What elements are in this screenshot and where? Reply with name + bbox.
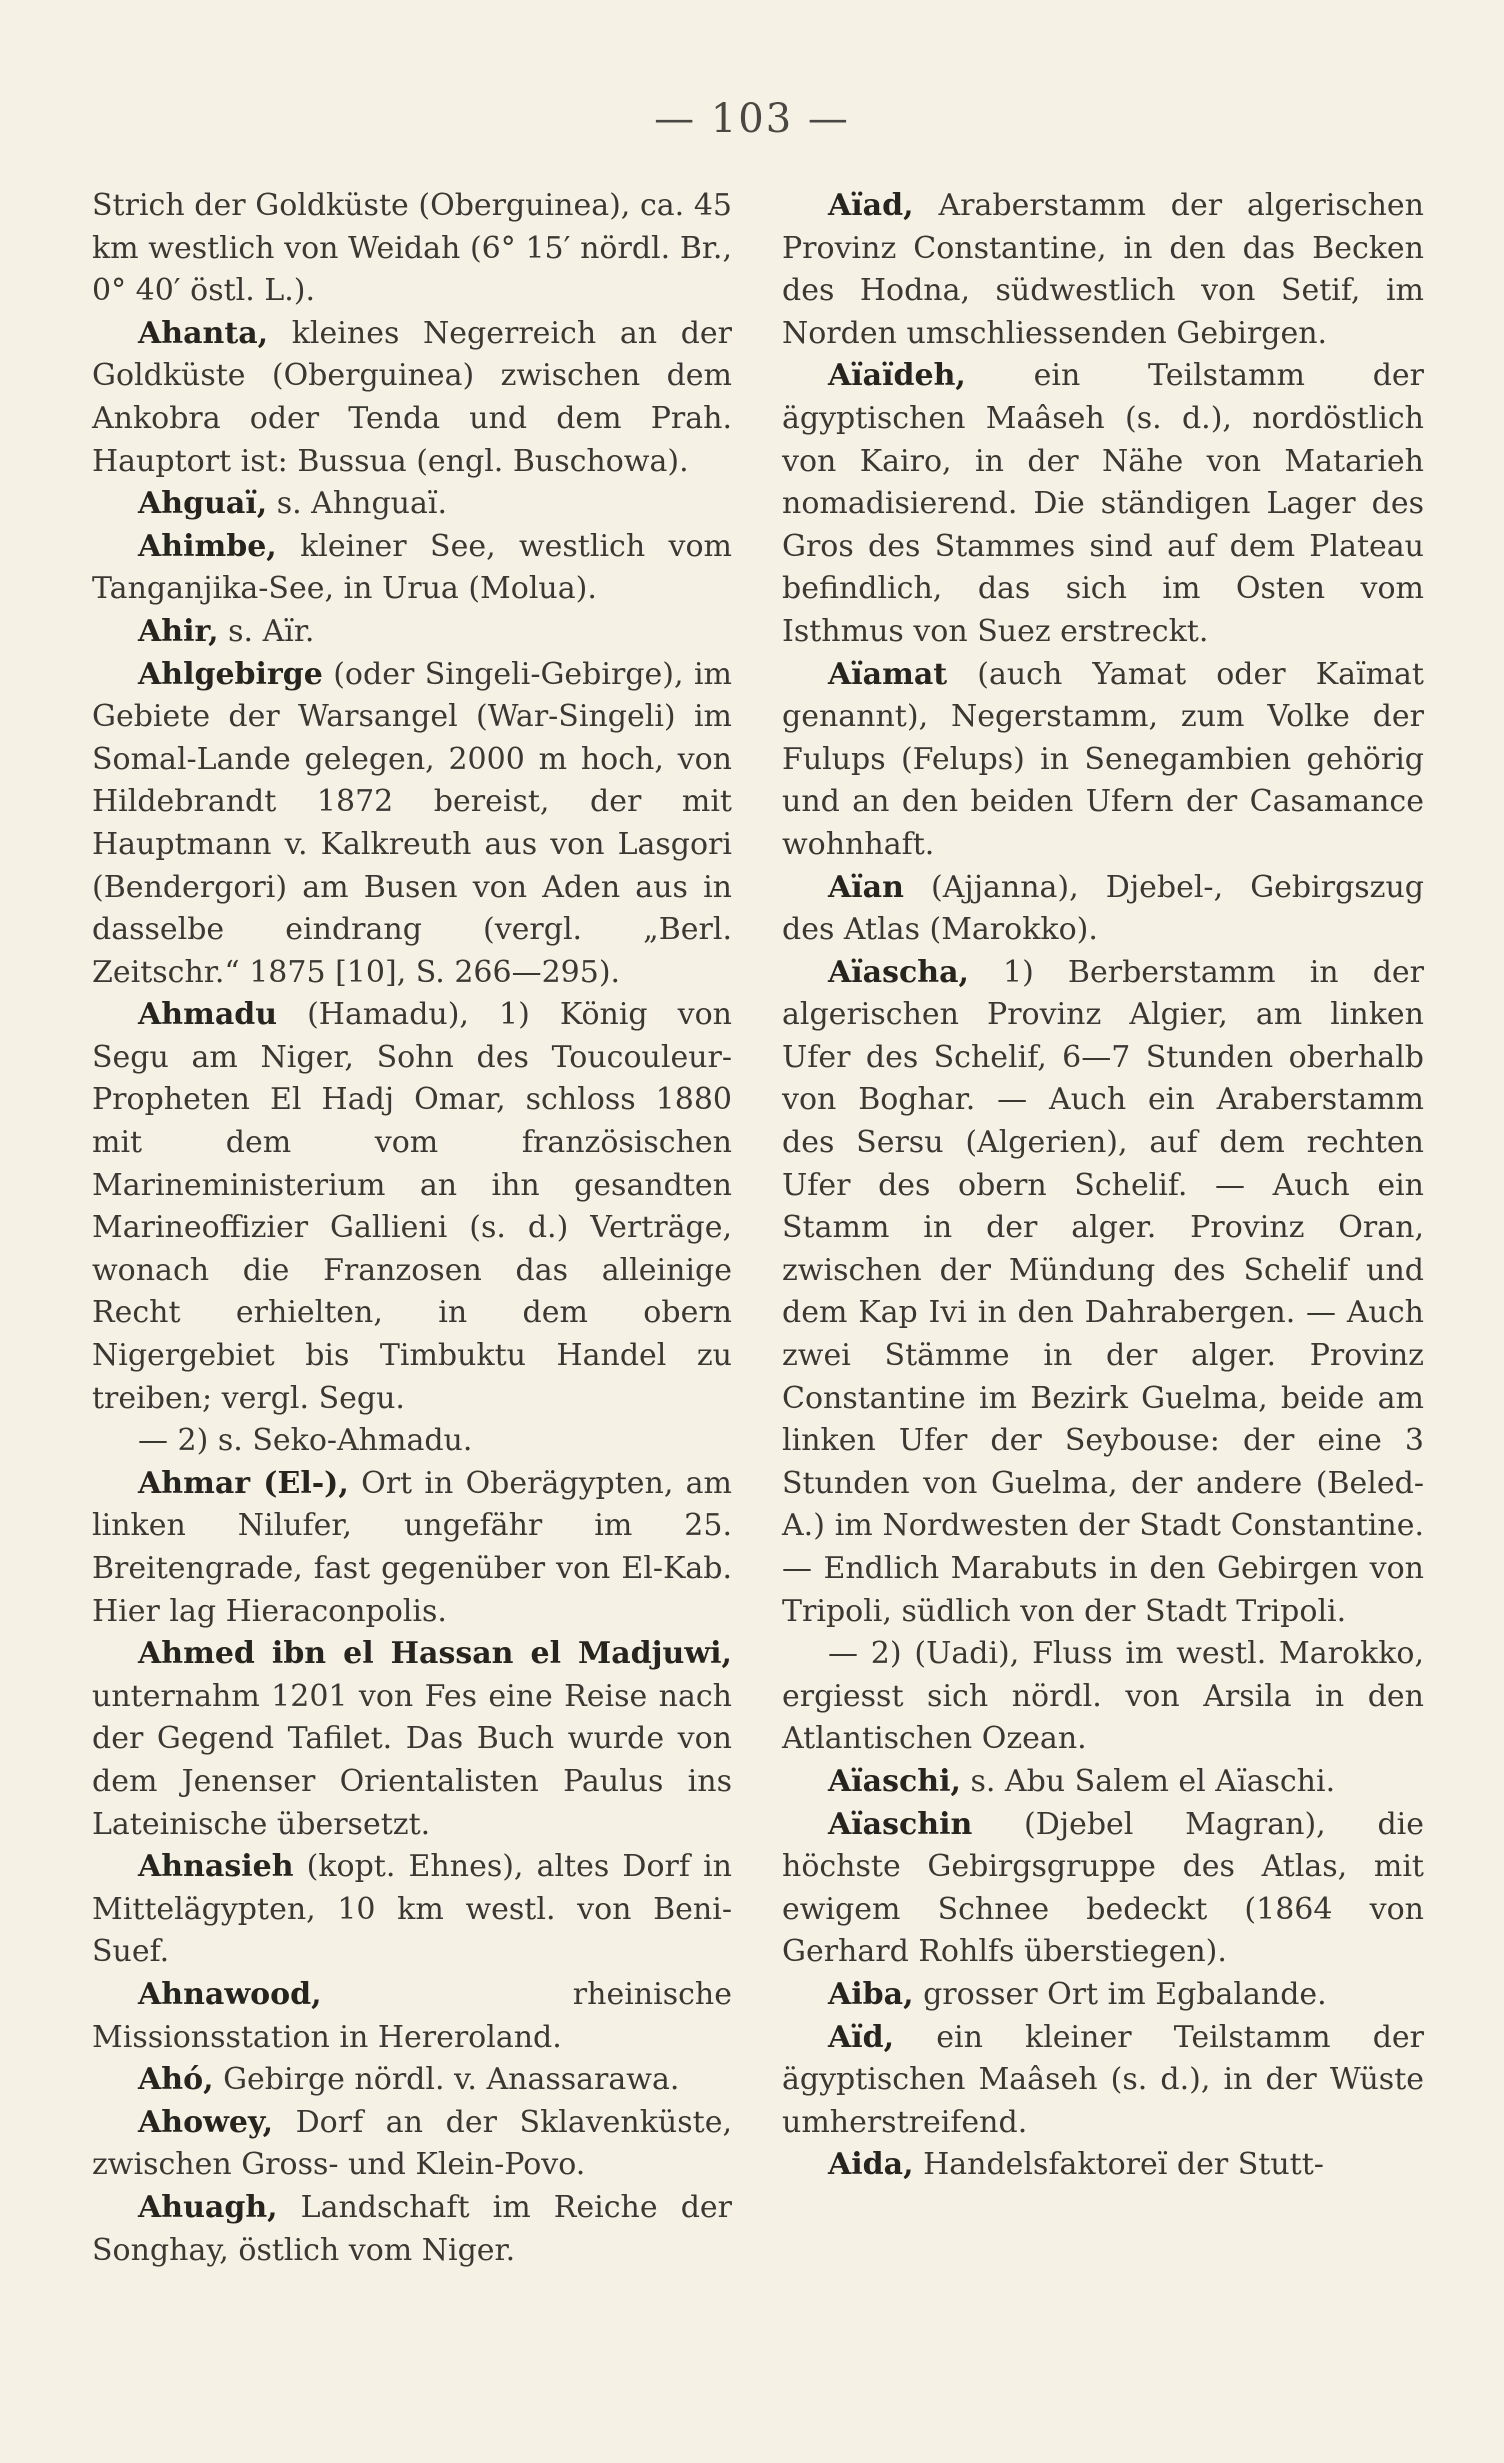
page-number: — 103 — (654, 96, 850, 142)
dictionary-entry (782, 952, 1424, 1634)
entry-text: ein Teilstamm der ägyptischen Maâseh (s. d.), nordöstlich von Kairo, in der Nähe von Matarieh nomadisierend. Die ständigen Lager des Gros des Stammes sind auf dem Plateau befindlich, das sich im Osten vom Isthmus von Suez erstreckt. (782, 358, 1424, 649)
dictionary-entry (92, 611, 732, 654)
entry-text: Gebirge nördl. v. Anassarawa. (213, 2062, 680, 2098)
entry-text: Strich der Goldküste (Oberguinea), ca. 45 km westlich von Weidah (6° 15′ nördl. Br., 0° 40′ östl. L.). (92, 188, 732, 309)
entry-headword: Ahowey, (138, 2104, 274, 2140)
entry-text: (Djebel Magran), die höchste Gebirgsgruppe des Atlas, mit ewigem Schnee bedeckt (1864 von Gerhard Rohlfs überstiegen). (782, 1806, 1424, 1970)
entry-text: ein kleiner Teilstamm der ägyptischen Maâseh (s. d.), in der Wüste umherstreifend. (782, 2019, 1424, 2140)
right-column (782, 185, 1424, 2187)
entry-text: (oder Singeli-Gebirge), im Gebiete der Warsangel (War-Singeli) im Somal-Lande gelegen, 2000 m hoch, von Hildebrandt 1872 bereist, der mit Hauptmann v. Kalkreuth aus von Lasgori (Bendergori) am Busen von Aden aus in dasselbe eindrang (vergl. „Berl. Zeitschr.“ 1875 [10], S. 266—295). (92, 656, 732, 990)
entry-text: kleines Negerreich an der Goldküste (Oberguinea) zwischen dem Ankobra oder Tenda und dem Prah. Hauptort ist: Bussua (engl. Buschowa). (92, 315, 732, 479)
entry-text: (Ajjanna), Djebel-, Gebirgszug des Atlas (Marokko). (782, 869, 1424, 948)
entry-text: unternahm 1201 von Fes eine Reise nach der Gegend Tafilet. Das Buch wurde von dem Jenenser Orientalisten Paulus ins Lateinische übersetzt. (92, 1678, 732, 1842)
entry-text: Handelsfaktoreï der Stutt- (913, 2147, 1324, 2183)
left-column (92, 185, 732, 2272)
entry-headword: Ahlgebirge (138, 656, 323, 692)
entry-text: kleiner See, westlich vom Tanganjika-See, in Urua (Molua). (92, 528, 732, 607)
dictionary-entry (92, 2187, 732, 2272)
dictionary-entry (92, 1633, 732, 1846)
entry-text: s. Abu Salem el Aïaschi. (960, 1763, 1336, 1799)
entry-headword: Ahmed ibn el Hassan el Madjuwi, (138, 1636, 732, 1672)
entry-headword: Ahnasieh (138, 1849, 294, 1885)
dictionary-entry (782, 654, 1424, 867)
dictionary-entry (92, 1846, 732, 1974)
dictionary-entry (92, 2059, 732, 2102)
dictionary-entry (92, 483, 732, 526)
dictionary-entry (782, 1633, 1424, 1761)
entry-headword: Aïaïdeh, (828, 358, 966, 394)
dictionary-entry (782, 1761, 1424, 1804)
entry-text: — 2) s. Seko-Ahmadu. (138, 1423, 473, 1459)
dictionary-entry (92, 313, 732, 483)
dictionary-entry (92, 1420, 732, 1463)
entry-headword: Aïaschin (828, 1806, 973, 1842)
dictionary-entry (782, 1974, 1424, 2017)
entry-headword: Ahimbe, (138, 528, 277, 564)
entry-headword: Aïan (828, 869, 904, 905)
dictionary-entry (92, 526, 732, 611)
entry-text: grosser Ort im Egbalande. (913, 1976, 1327, 2012)
entry-headword: Aïascha, (828, 954, 969, 990)
dictionary-entry (92, 1463, 732, 1633)
dictionary-entry (782, 2144, 1424, 2187)
entry-text: Ort in Oberägypten, am linken Nilufer, ungefähr im 25. Breitengrade, fast gegenüber von El-Kab. Hier lag Hieraconpolis. (92, 1465, 733, 1629)
entry-headword: Aïamat (828, 656, 948, 692)
entry-headword: Aiba, (828, 1976, 914, 2012)
entry-text: s. Ahnguaï. (267, 486, 448, 522)
entry-headword: Ahmadu (138, 997, 278, 1033)
entry-headword: Ahnawood, (138, 1976, 322, 2012)
entry-text: s. Aïr. (218, 613, 315, 649)
dictionary-entry (92, 1974, 732, 2059)
dictionary-entry (782, 355, 1424, 653)
entry-text: (auch Yamat oder Kaïmat genannt), Negerstamm, zum Volke der Fulups (Felups) in Senegambien gehörig und an den beiden Ufern der Casamance wohnhaft. (782, 656, 1424, 862)
entry-headword: Ahir, (138, 613, 219, 649)
dictionary-entry (92, 654, 732, 995)
entry-text: Landschaft im Reiche der Songhay, östlich vom Niger. (92, 2189, 732, 2268)
entry-text: 1) Berberstamm in der algerischen Provinz Algier, am linken Ufer des Schelif, 6—7 Stunden oberhalb von Boghar. — Auch ein Araberstamm des Sersu (Algerien), auf dem rechten Ufer des obern Schelif. — Auch ein Stamm in der alger. Provinz Oran, zwischen der Mündung des Schelif und dem Kap Ivi in den Dahrabergen. — Auch zwei Stämme in der alger. Provinz Constantine im Bezirk Guelma, beide am linken Ufer der Seybouse: der eine 3 Stunden von Guelma, der andere (Beled-A.) im Nordwesten der Stadt Constantine. — Endlich Marabuts in den Gebirgen von Tripoli, südlich von der Stadt Tripoli. (782, 954, 1424, 1629)
dictionary-entry (782, 185, 1424, 355)
dictionary-entry (782, 1804, 1424, 1974)
entry-headword: Aïaschi, (828, 1763, 961, 1799)
dictionary-entry (782, 2017, 1424, 2145)
entry-headword: Ahó, (138, 2062, 214, 2098)
entry-headword: Ahguaï, (138, 486, 268, 522)
entry-text: (kopt. Ehnes), altes Dorf in Mittelägypten, 10 km westl. von Beni-Suef. (92, 1849, 732, 1970)
entry-text: Araberstamm der algerischen Provinz Constantine, in den das Becken des Hodna, südwestlich von Setif, im Norden umschliessenden Gebirgen. (782, 188, 1424, 351)
entry-headword: Aida, (828, 2147, 914, 2183)
dictionary-entry (92, 994, 732, 1420)
entry-headword: Ahuagh, (138, 2189, 278, 2225)
entry-headword: Aïd, (828, 2019, 895, 2055)
dictionary-entry (782, 867, 1424, 952)
entry-text: — 2) (Uadi), Fluss im westl. Marokko, ergiesst sich nördl. von Arsila in den Atlantischen Ozean. (782, 1636, 1424, 1757)
entry-text: Dorf an der Sklavenküste, zwischen Gross- und Klein-Povo. (92, 2104, 732, 2183)
entry-text: rheinische Missionsstation in Hereroland. (92, 1976, 732, 2055)
entry-headword: Ahanta, (138, 315, 269, 351)
entry-headword: Aïad, (828, 188, 914, 223)
entry-headword: Ahmar (El-), (138, 1465, 349, 1501)
dictionary-entry (92, 2102, 732, 2187)
entry-text: (Hamadu), 1) König von Segu am Niger, Sohn des Toucouleur-Propheten El Hadj Omar, schloss 1880 mit dem vom französischen Marineministerium an ihn gesandten Marineoffizier Gallieni (s. d.) Verträge, wonach die Franzosen das alleinige Recht erhielten, in dem obern Nigergebiet bis Timbuktu Handel zu treiben; vergl. Segu. (92, 997, 732, 1416)
dictionary-entry (92, 185, 732, 313)
